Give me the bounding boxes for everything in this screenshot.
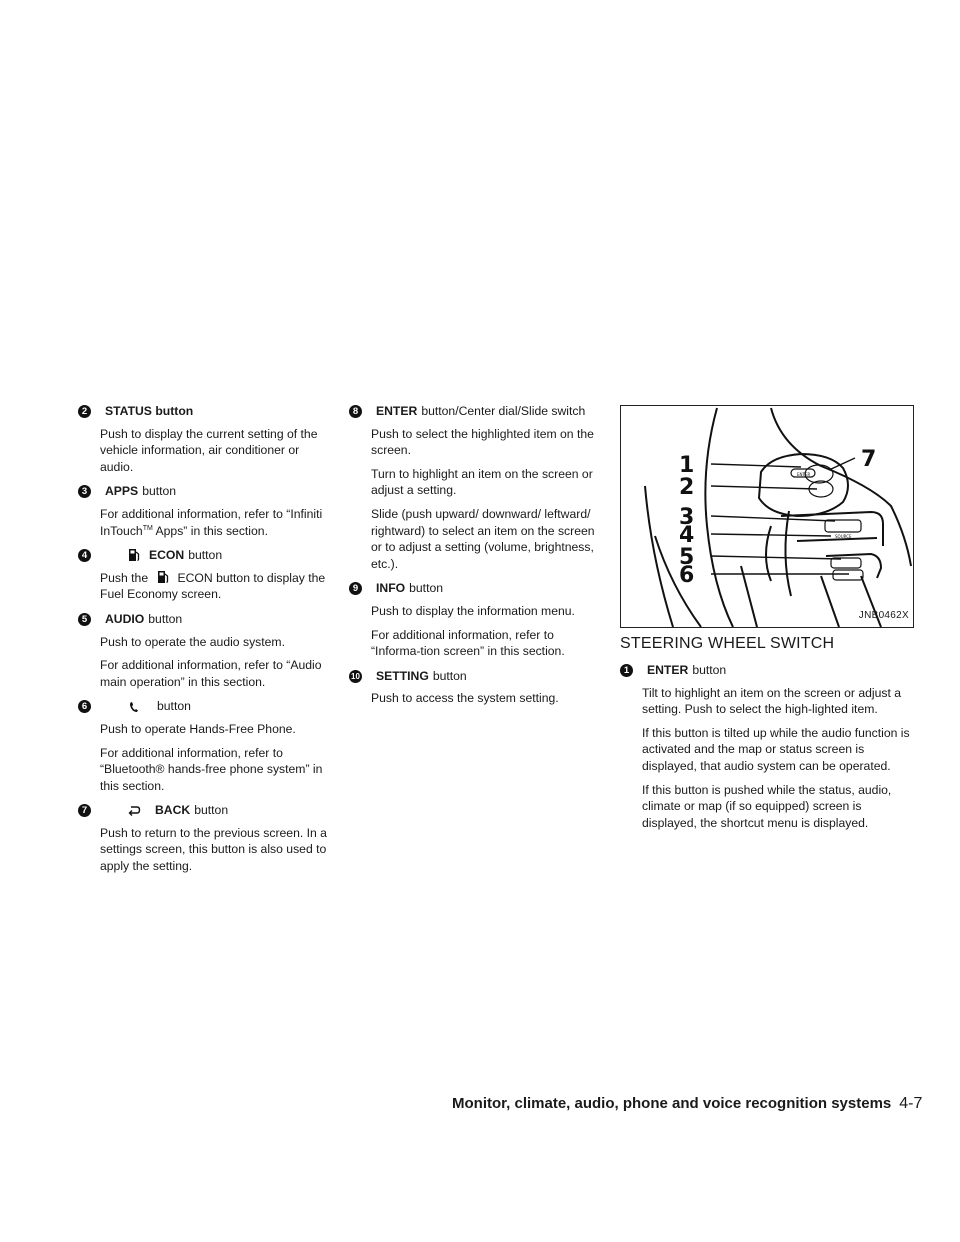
page-footer xyxy=(452,1096,922,1113)
item-suffix: button xyxy=(692,663,727,677)
item-text xyxy=(100,506,328,539)
column-3 xyxy=(620,662,916,839)
item-suffix: button xyxy=(188,548,223,563)
item-suffix: button/Center dial/Slide switch xyxy=(421,404,586,418)
fuel-pump-icon xyxy=(156,570,170,584)
item-text: Push to operate Hands-Free Phone. xyxy=(100,721,296,736)
item-text: Turn to highlight an item on the screen or adjust a setting. xyxy=(371,466,593,498)
item-info xyxy=(349,580,599,659)
item-phone xyxy=(78,698,328,794)
item-suffix: button xyxy=(157,699,191,714)
callout-number: 3 xyxy=(78,485,91,498)
callout-number: 5 xyxy=(78,613,91,626)
item-econ xyxy=(78,547,328,603)
item-title: INFO xyxy=(376,581,406,596)
item-suffix: button xyxy=(148,611,183,626)
item-suffix: button xyxy=(142,484,177,499)
callout-number: 6 xyxy=(78,700,91,713)
item-text: If this button is tilted up while the audio function is activated and the map or status screen is displayed, that audio system can be operated. xyxy=(642,725,910,773)
item-suffix: button xyxy=(409,581,444,596)
callout-1: 1 xyxy=(679,453,695,478)
callout-4: 4 xyxy=(679,523,695,548)
item-text: Push to display the current setting of the vehicle information, air conditioner or audio. xyxy=(100,426,318,474)
callout-7: 7 xyxy=(861,447,877,472)
item-suffix: button xyxy=(432,668,467,683)
item-text: If this button is pushed while the status, audio, climate or map (if so equipped) screen is displayed, the shortcut menu is displayed. xyxy=(642,782,892,830)
callout-number: 2 xyxy=(78,405,91,418)
callout-number: 10 xyxy=(349,670,362,683)
item-title: ECON xyxy=(149,548,185,563)
figure-id: JNB0462X xyxy=(858,610,909,622)
enter-button-label: ENTER xyxy=(797,472,811,477)
text-part: For additional information, refer to “Infiniti InTouch xyxy=(100,506,323,538)
phone-icon xyxy=(127,700,141,714)
callout-number: 1 xyxy=(620,664,633,677)
item-text: Push to return to the previous screen. In a settings screen, this button is also used to apply the setting. xyxy=(100,825,327,874)
item-text: Push to display the information menu. xyxy=(371,603,575,618)
trademark-sup: TM xyxy=(142,524,153,532)
column-2 xyxy=(349,403,599,715)
item-text: Push to access the system setting. xyxy=(371,691,559,706)
callout-6: 6 xyxy=(679,563,695,588)
callout-number: 8 xyxy=(349,405,362,418)
callout-2: 2 xyxy=(679,475,695,500)
item-back xyxy=(78,802,328,874)
steering-wheel-illustration xyxy=(621,406,913,627)
page-number: 4-7 xyxy=(899,1095,923,1112)
text-part: Push the xyxy=(100,570,149,585)
callout-number: 4 xyxy=(78,549,91,562)
item-title: STATUS button xyxy=(105,404,194,418)
section-title: STEERING WHEEL SWITCH xyxy=(620,635,835,652)
callout-number: 9 xyxy=(349,582,362,595)
item-text: For additional information, refer to “Bluetooth® hands-free phone system” in this section. xyxy=(100,745,323,793)
item-text: Push to select the highlighted item on the screen. xyxy=(371,426,594,458)
source-button-label: SOURCE xyxy=(835,534,852,539)
steering-switch-figure xyxy=(620,405,914,628)
item-text: Tilt to highlight an item on the screen or adjust a setting. Push to select the high-lighted item. xyxy=(642,685,902,717)
item-apps xyxy=(78,483,328,539)
text-part: Apps” in this section. xyxy=(152,523,268,538)
chapter-title: Monitor, climate, audio, phone and voice recognition systems xyxy=(452,1095,892,1112)
item-text: For additional information, refer to “Informa-tion screen” in this section. xyxy=(371,627,565,659)
item-suffix: button xyxy=(194,803,229,818)
callout-3: 3 xyxy=(679,505,695,530)
item-title: SETTING xyxy=(376,668,429,683)
item-text: Slide (push upward/ downward/ leftward/ rightward) to select an item on the screen or to adjust a setting (volume, brightness, etc.). xyxy=(371,506,595,571)
item-title: APPS xyxy=(105,484,139,499)
item-setting xyxy=(349,668,599,707)
item-title: BACK xyxy=(155,803,191,818)
item-text: For additional information, refer to “Audio main operation” in this section. xyxy=(100,658,322,689)
item-status xyxy=(78,403,328,475)
item-title: ENTER xyxy=(376,404,418,418)
callout-5: 5 xyxy=(679,545,695,570)
text-part: ECON button to display the Fuel Economy screen. xyxy=(100,570,326,602)
item-audio xyxy=(78,611,328,690)
item-title: AUDIO xyxy=(105,611,145,626)
back-arrow-icon xyxy=(127,804,141,818)
fuel-pump-icon xyxy=(127,548,141,562)
item-title: ENTER xyxy=(647,663,689,677)
item-text xyxy=(100,570,328,603)
column-1 xyxy=(78,403,328,883)
item-text: Push to operate the audio system. xyxy=(100,634,285,649)
item-steering-enter xyxy=(620,662,916,831)
item-enter-dial xyxy=(349,403,599,572)
callout-number: 7 xyxy=(78,804,91,817)
